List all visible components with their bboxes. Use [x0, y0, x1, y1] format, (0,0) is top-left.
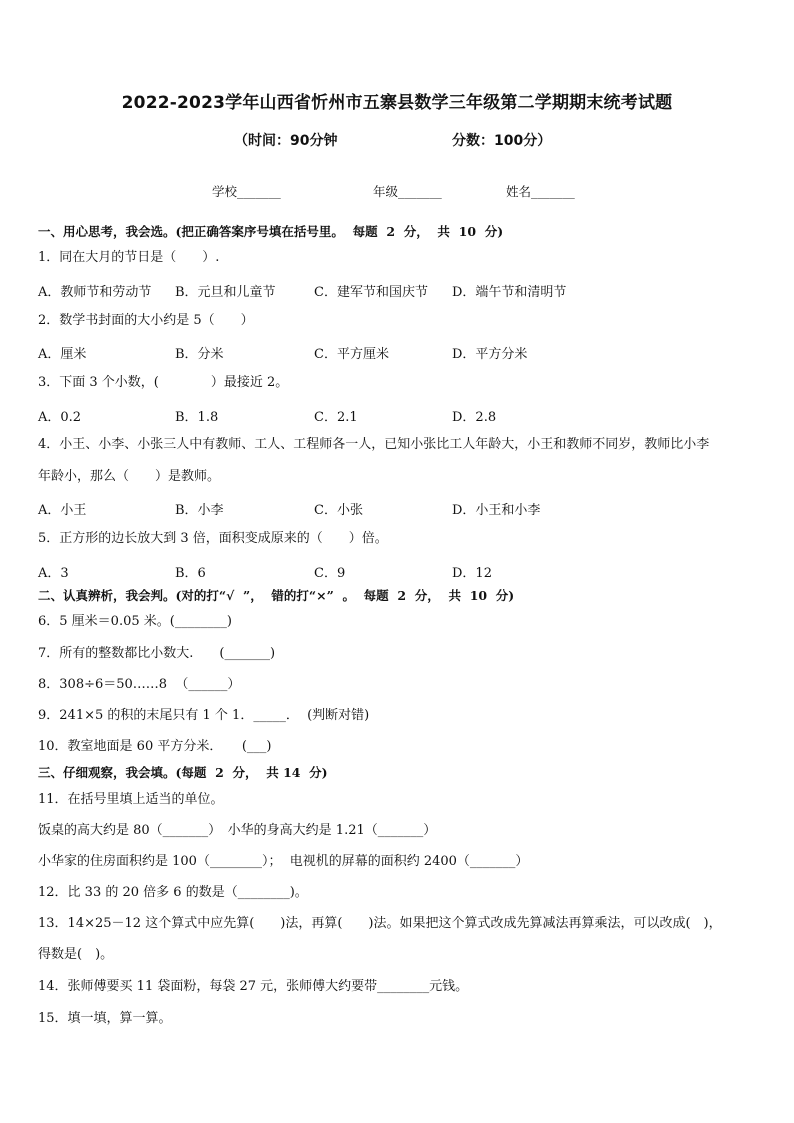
question-3-options — [38, 406, 758, 424]
option-d: D．12 — [452, 566, 492, 581]
question-2-options — [38, 343, 758, 361]
option-b: B．元旦和儿童节 — [175, 285, 276, 300]
exam-title: 2022-2023学年山西省忻州市五寨县数学三年级第二学期期末统考试题 — [121, 93, 673, 113]
question-1: 1．同在大月的节日是（ ）. — [38, 250, 220, 265]
question-11-part-2: 小华家的住房面积约是 100（________）； 电视机的屏幕的面积约 2400（_______） — [38, 854, 529, 869]
question-13-line-1: 13．14×25－12 这个算式中应先算( )法，再算( )法。如果把这个算式改成先算减法再算乘法，可以改成( )， — [38, 916, 722, 931]
option-c: C．2.1 — [314, 410, 358, 425]
option-d: D．小王和小李 — [452, 503, 541, 518]
option-a: A．厘米 — [38, 347, 87, 362]
section-heading: 三、仔细观察，我会填。(每题 2 分， 共 14 分) — [38, 765, 328, 780]
question-11-part-1: 饭桌的高大约是 80（_______） 小华的身高大约是 1.21（_______） — [38, 823, 437, 838]
question-10: 10．教室地面是 60 平方分米． (___) — [38, 739, 272, 754]
question-1-options — [38, 281, 758, 299]
total-score: 分数：100分） — [452, 133, 552, 149]
exam-subtitle — [0, 130, 794, 150]
question-5: 5．正方形的边长放大到 3 倍，面积变成原来的（ ）倍。 — [38, 531, 388, 546]
option-c: C．平方厘米 — [314, 347, 389, 362]
question-14: 14．张师傅要买 11 袋面粉，每袋 27 元，张师傅大约要带________元钱。 — [38, 979, 469, 994]
question-9: 9．241×5 的积的末尾只有 1 个 1．_____． (判断对错) — [38, 708, 370, 723]
question-15: 15．填一填，算一算。 — [38, 1011, 172, 1026]
question-4-line-1: 4．小王、小李、小张三人中有教师、工人、工程师各一人，已知小张比工人年龄大，小王和教师不同岁，教师比小李 — [38, 437, 710, 452]
option-a: A．小王 — [38, 503, 87, 518]
question-13-line-2: 得数是( )。 — [38, 947, 114, 962]
option-c: C．9 — [314, 566, 346, 581]
time-limit: （时间：90分钟 — [234, 133, 338, 149]
question-3: 3．下面 3 个小数，( ）最接近 2。 — [38, 375, 289, 390]
school-field: 学校_______ — [212, 184, 281, 199]
question-4-line-2: 年龄小，那么（ ）是教师。 — [38, 469, 221, 484]
option-a: A．教师节和劳动节 — [38, 285, 152, 300]
grade-field: 年级_______ — [373, 184, 442, 199]
option-b: B．6 — [175, 566, 206, 581]
option-d: D．端午节和清明节 — [452, 285, 567, 300]
option-d: D．2.8 — [452, 410, 497, 425]
option-a: A．3 — [38, 566, 69, 581]
option-b: B．分米 — [175, 347, 224, 362]
option-b: B．1.8 — [175, 410, 219, 425]
question-11: 11．在括号里填上适当的单位。 — [38, 792, 224, 807]
option-a: A．0.2 — [38, 410, 82, 425]
question-6: 6．5 厘米＝0.05 米。(________) — [38, 614, 232, 629]
question-4-options — [38, 499, 758, 517]
question-7: 7．所有的整数都比小数大. (_______) — [38, 646, 276, 661]
question-8: 8．308÷6＝50……8 （______） — [38, 677, 241, 692]
student-info — [0, 182, 794, 200]
option-c: C．小张 — [314, 503, 363, 518]
option-c: C．建军节和国庆节 — [314, 285, 428, 300]
question-12: 12．比 33 的 20 倍多 6 的数是（________)。 — [38, 885, 308, 900]
option-d: D．平方分米 — [452, 347, 528, 362]
question-5-options — [38, 562, 758, 580]
option-b: B．小李 — [175, 503, 224, 518]
question-2: 2．数学书封面的大小约是 5（ ） — [38, 313, 254, 328]
section-heading: 一、用心思考，我会选。(把正确答案序号填在括号里。 每题 2 分， 共 10 分) — [38, 224, 504, 239]
section-heading: 二、认真辨析，我会判。(对的打“√ ”， 错的打“×” 。 每题 2 分， 共 10 分) — [38, 588, 515, 603]
name-field: 姓名_______ — [506, 184, 575, 199]
